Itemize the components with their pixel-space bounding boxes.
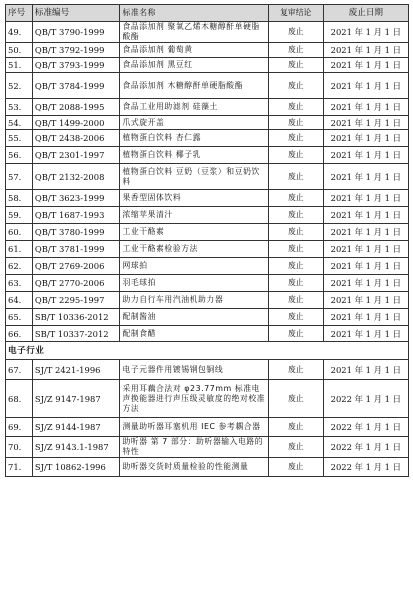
review-conclusion: 废止: [268, 22, 323, 43]
review-conclusion: 废止: [268, 275, 323, 292]
standard-code: QB/T 1499-2000: [32, 116, 120, 130]
row-number: 59.: [6, 207, 33, 224]
standard-name: 果香型固体饮料: [120, 190, 268, 207]
standard-name: 助听器交货时质量检验的性能测量: [120, 458, 268, 477]
standard-code: SB/T 10337-2012: [32, 326, 120, 342]
section-title: 电子行业: [6, 342, 409, 360]
review-conclusion: 废止: [268, 292, 323, 309]
abolish-date: 2021 年 1 月 1 日: [323, 190, 408, 207]
table-row: [6, 309, 409, 326]
row-number: 60.: [6, 224, 33, 241]
review-conclusion: 废止: [268, 458, 323, 477]
table-row: [6, 58, 409, 73]
abolish-date: 2021 年 1 月 1 日: [323, 275, 408, 292]
table-row: [6, 147, 409, 164]
section-row: [6, 342, 409, 360]
table-row: [6, 22, 409, 43]
standard-name: 采用耳藕合法对 φ23.77mm 标准电声换能器进行声压级灵敏度的绝对校准方法: [120, 380, 268, 418]
standard-name: 测量助听器耳塞机用 IEC 参考耦合器: [120, 418, 268, 437]
row-number: 57.: [6, 164, 33, 190]
abolish-date: 2021 年 1 月 1 日: [323, 43, 408, 58]
table-row: [6, 241, 409, 258]
standard-code: SJ/Z 9147-1987: [32, 380, 120, 418]
row-number: 50.: [6, 43, 33, 58]
standard-name: 食品添加剂 葡萄黄: [120, 43, 268, 58]
abolish-date: 2021 年 1 月 1 日: [323, 99, 408, 116]
abolish-date: 2021 年 1 月 1 日: [323, 292, 408, 309]
standard-code: QB/T 3780-1999: [32, 224, 120, 241]
row-number: 66.: [6, 326, 33, 342]
standard-name: 工业干酪素检验方法: [120, 241, 268, 258]
table-row: [6, 275, 409, 292]
standard-name: 电子元器件用镀锡钢包铜线: [120, 360, 268, 380]
header-name: 标准名称: [120, 5, 268, 22]
standard-code: QB/T 2088-1995: [32, 99, 120, 116]
standard-name: 配制酱油: [120, 309, 268, 326]
standard-code: SJ/Z 9144-1987: [32, 418, 120, 437]
standard-code: QB/T 2438-2006: [32, 130, 120, 147]
row-number: 52.: [6, 73, 33, 99]
standard-name: 植物蛋白饮料 椰子乳: [120, 147, 268, 164]
standard-name: 工业干酪素: [120, 224, 268, 241]
abolish-date: 2022 年 1 月 1 日: [323, 418, 408, 437]
standard-code: QB/T 2132-2008: [32, 164, 120, 190]
review-conclusion: 废止: [268, 130, 323, 147]
row-number: 68.: [6, 380, 33, 418]
review-conclusion: 废止: [268, 326, 323, 342]
abolish-date: 2021 年 1 月 1 日: [323, 309, 408, 326]
review-conclusion: 废止: [268, 207, 323, 224]
row-number: 61.: [6, 241, 33, 258]
table-row: [6, 292, 409, 309]
table-row: [6, 258, 409, 275]
abolish-date: 2021 年 1 月 1 日: [323, 224, 408, 241]
standard-code: QB/T 3623-1999: [32, 190, 120, 207]
standard-code: SJ/Z 9143.1-1987: [32, 437, 120, 458]
abolish-date: 2022 年 1 月 1 日: [323, 458, 408, 477]
row-number: 53.: [6, 99, 33, 116]
standard-name: 食品工业用助滤剂 硅藻土: [120, 99, 268, 116]
standard-name: 爪式旋开盖: [120, 116, 268, 130]
abolish-date: 2021 年 1 月 1 日: [323, 258, 408, 275]
abolish-date: 2022 年 1 月 1 日: [323, 437, 408, 458]
row-number: 69.: [6, 418, 33, 437]
row-number: 56.: [6, 147, 33, 164]
abolish-date: 2021 年 1 月 1 日: [323, 58, 408, 73]
table-row: [6, 418, 409, 437]
table-row: [6, 326, 409, 342]
abolish-date: 2021 年 1 月 1 日: [323, 241, 408, 258]
table-row: [6, 99, 409, 116]
standards-table: [5, 4, 409, 477]
review-conclusion: 废止: [268, 309, 323, 326]
table-row: [6, 116, 409, 130]
abolish-date: 2021 年 1 月 1 日: [323, 130, 408, 147]
review-conclusion: 废止: [268, 147, 323, 164]
table-row: [6, 164, 409, 190]
abolish-date: 2021 年 1 月 1 日: [323, 22, 408, 43]
review-conclusion: 废止: [268, 164, 323, 190]
standard-code: QB/T 2295-1997: [32, 292, 120, 309]
standard-name: 浓缩苹果清汁: [120, 207, 268, 224]
standard-name: 食品添加剂 聚氧乙烯木糖醇酐单硬脂酸酯: [120, 22, 268, 43]
row-number: 49.: [6, 22, 33, 43]
review-conclusion: 废止: [268, 258, 323, 275]
standard-code: QB/T 2770-2006: [32, 275, 120, 292]
header-std: 标准编号: [32, 5, 120, 22]
review-conclusion: 废止: [268, 43, 323, 58]
standard-name: 助听器 第 7 部分：助听器输入电路的特性: [120, 437, 268, 458]
standard-name: 羽毛球拍: [120, 275, 268, 292]
table-row: [6, 437, 409, 458]
review-conclusion: 废止: [268, 224, 323, 241]
row-number: 71.: [6, 458, 33, 477]
review-conclusion: 废止: [268, 99, 323, 116]
review-conclusion: 废止: [268, 116, 323, 130]
review-conclusion: 废止: [268, 360, 323, 380]
standard-name: 植物蛋白饮料 杏仁露: [120, 130, 268, 147]
row-number: 67.: [6, 360, 33, 380]
section-divider: [6, 342, 409, 360]
table-row: [6, 43, 409, 58]
standard-code: SB/T 10336-2012: [32, 309, 120, 326]
abolish-date: 2021 年 1 月 1 日: [323, 147, 408, 164]
standard-code: QB/T 3781-1999: [32, 241, 120, 258]
table-row: [6, 458, 409, 477]
header-conclusion: 复审结论: [268, 5, 323, 22]
table-row: [6, 360, 409, 380]
standard-name: 助力自行车用汽油机助力器: [120, 292, 268, 309]
abolish-date: 2021 年 1 月 1 日: [323, 326, 408, 342]
standard-code: QB/T 2301-1997: [32, 147, 120, 164]
table-row: [6, 130, 409, 147]
row-number: 62.: [6, 258, 33, 275]
standard-name: 植物蛋白饮料 豆奶（豆浆）和豆奶饮料: [120, 164, 268, 190]
header-no: 序号: [6, 5, 33, 22]
review-conclusion: 废止: [268, 418, 323, 437]
table-body-electronics: [6, 360, 409, 477]
standard-code: SJ/T 10862-1996: [32, 458, 120, 477]
row-number: 70.: [6, 437, 33, 458]
table-body-light-industry: [6, 22, 409, 342]
standard-name: 配制食醋: [120, 326, 268, 342]
table-row: [6, 73, 409, 99]
table-row: [6, 190, 409, 207]
standard-name: 食品添加剂 木糖醇酐单硬脂酸酯: [120, 73, 268, 99]
abolish-date: 2022 年 1 月 1 日: [323, 380, 408, 418]
review-conclusion: 废止: [268, 58, 323, 73]
abolish-date: 2021 年 1 月 1 日: [323, 207, 408, 224]
row-number: 54.: [6, 116, 33, 130]
abolish-date: 2021 年 1 月 1 日: [323, 116, 408, 130]
review-conclusion: 废止: [268, 437, 323, 458]
row-number: 55.: [6, 130, 33, 147]
abolish-date: 2021 年 1 月 1 日: [323, 360, 408, 380]
table-row: [6, 207, 409, 224]
standard-code: QB/T 2769-2006: [32, 258, 120, 275]
review-conclusion: 废止: [268, 73, 323, 99]
review-conclusion: 废止: [268, 380, 323, 418]
standard-code: QB/T 1687-1993: [32, 207, 120, 224]
standard-code: QB/T 3790-1999: [32, 22, 120, 43]
standard-code: SJ/T 2421-1996: [32, 360, 120, 380]
standard-code: QB/T 3793-1999: [32, 58, 120, 73]
abolish-date: 2021 年 1 月 1 日: [323, 73, 408, 99]
row-number: 65.: [6, 309, 33, 326]
header-row: [6, 5, 409, 22]
table-row: [6, 224, 409, 241]
review-conclusion: 废止: [268, 241, 323, 258]
standard-code: QB/T 3784-1999: [32, 73, 120, 99]
standard-name: 网球拍: [120, 258, 268, 275]
table-row: [6, 380, 409, 418]
standard-name: 食品添加剂 黑豆红: [120, 58, 268, 73]
row-number: 58.: [6, 190, 33, 207]
abolish-date: 2021 年 1 月 1 日: [323, 164, 408, 190]
review-conclusion: 废止: [268, 190, 323, 207]
header-date: 废止日期: [323, 5, 408, 22]
row-number: 51.: [6, 58, 33, 73]
row-number: 63.: [6, 275, 33, 292]
standard-code: QB/T 3792-1999: [32, 43, 120, 58]
row-number: 64.: [6, 292, 33, 309]
